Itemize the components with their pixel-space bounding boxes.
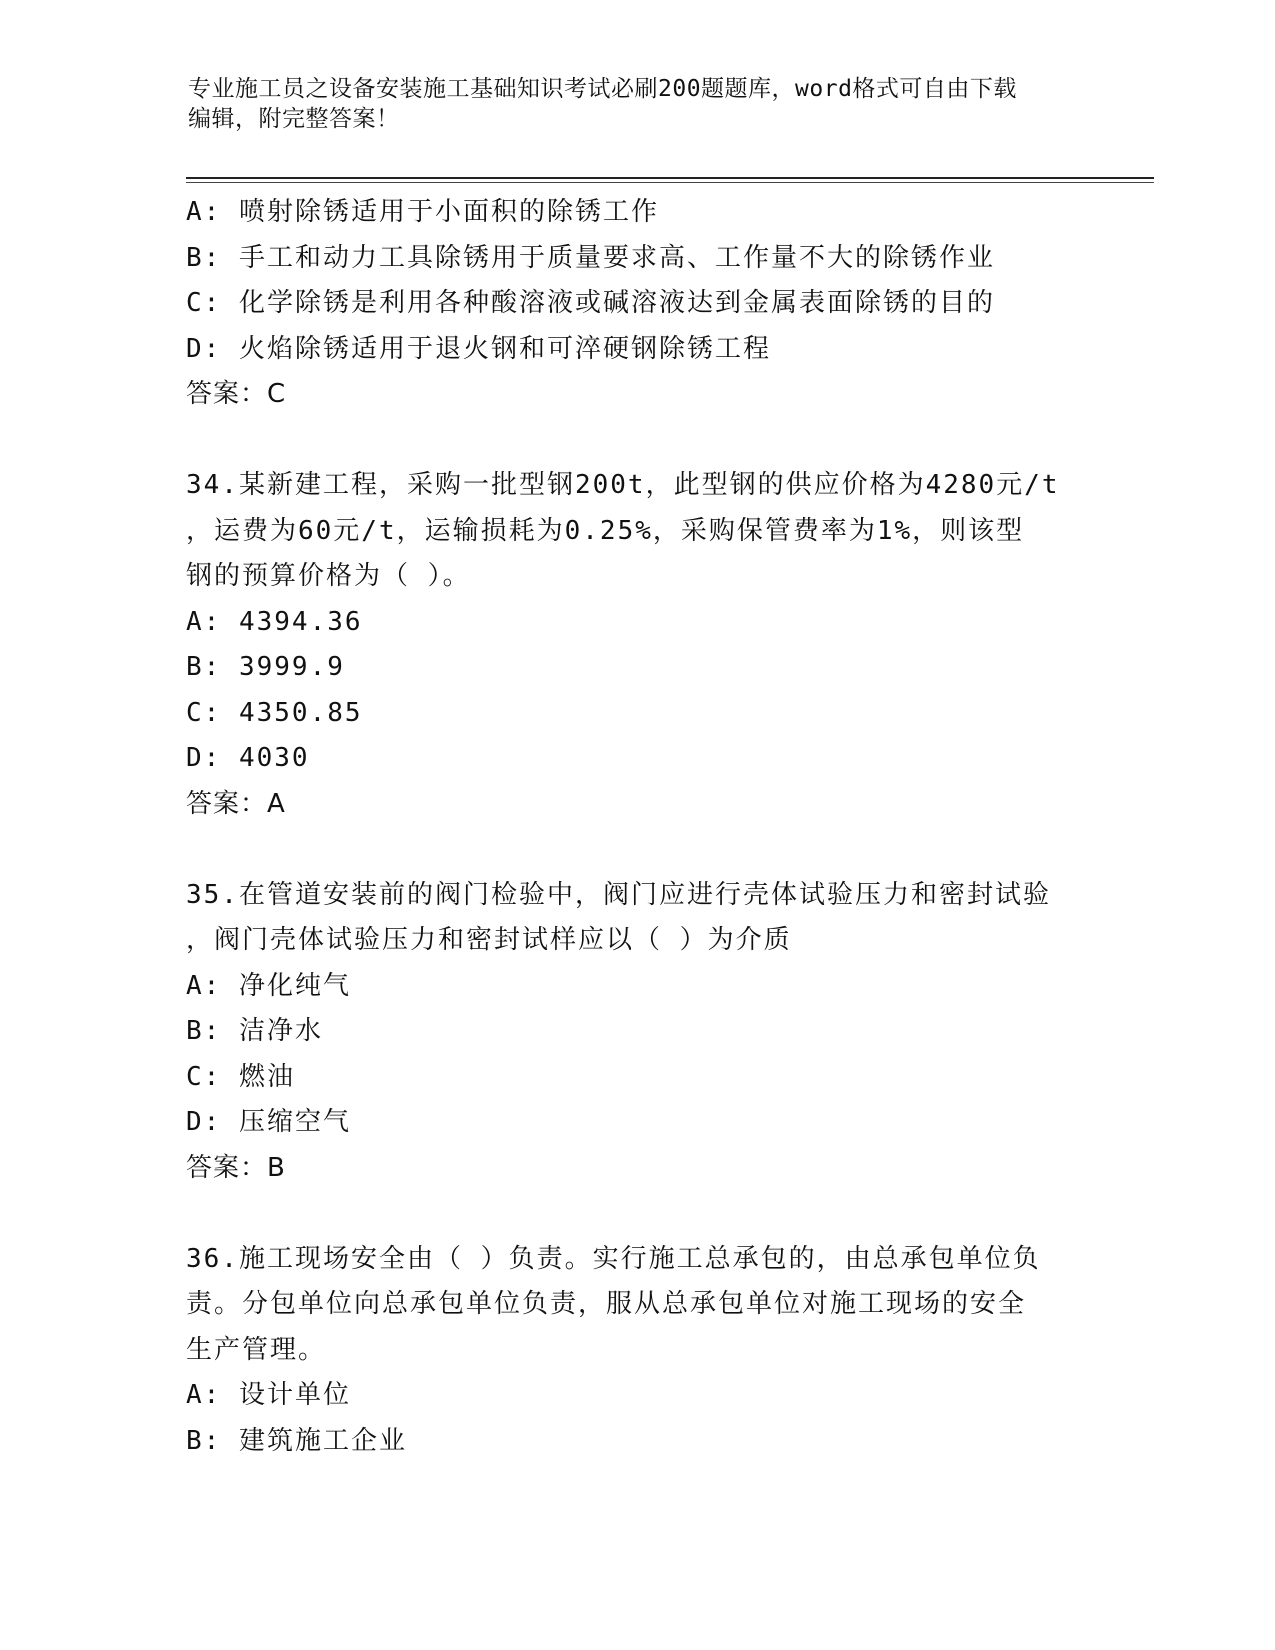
question-stem-line: ，运费为60元/t，运输损耗为0.25%，采购保管费率为1%，则该型 bbox=[186, 515, 1025, 546]
question-gap bbox=[186, 418, 1086, 464]
option-b: B: 洁净水 bbox=[186, 1016, 323, 1046]
option-d: D: 火焰除锈适用于退火钢和可淬硬钢除锈工程 bbox=[186, 333, 771, 364]
header-divider-thick bbox=[186, 177, 1154, 179]
option-d: D: 压缩空气 bbox=[186, 1107, 351, 1137]
question-stem-line: ，阀门壳体试验压力和密封试样应以（ ）为介质 bbox=[186, 925, 792, 955]
option-a: A: 净化纯气 bbox=[186, 970, 351, 1001]
question-33 bbox=[186, 190, 1086, 418]
header-line-2: 编辑，附完整答案！ bbox=[188, 106, 400, 132]
question-stem-line: 34.某新建工程，采购一批型钢200t，此型钢的供应价格为4280元/t bbox=[186, 470, 1060, 500]
answer: 答案：A bbox=[186, 788, 286, 819]
answer: 答案：B bbox=[186, 1152, 286, 1183]
header-divider-thin bbox=[186, 182, 1154, 183]
option-b: B: 手工和动力工具除锈用于质量要求高、工作量不大的除锈作业 bbox=[186, 242, 995, 273]
question-stem-line: 生产管理。 bbox=[186, 1334, 327, 1365]
option-d: D: 4030 bbox=[186, 743, 310, 773]
option-a: A: 设计单位 bbox=[186, 1380, 351, 1410]
question-gap bbox=[186, 1191, 1086, 1237]
document-body bbox=[186, 190, 1086, 1464]
question-35 bbox=[186, 873, 1086, 1192]
option-c: C: 4350.85 bbox=[186, 697, 363, 728]
option-b: B: 建筑施工企业 bbox=[186, 1425, 407, 1456]
option-c: C: 化学除锈是利用各种酸溶液或碱溶液达到金属表面除锈的目的 bbox=[186, 288, 995, 318]
option-a: A: 喷射除锈适用于小面积的除锈工作 bbox=[186, 197, 659, 227]
option-a: A: 4394.36 bbox=[186, 606, 363, 637]
question-36 bbox=[186, 1237, 1086, 1465]
question-stem-line: 钢的预算价格为（ ）。 bbox=[186, 561, 471, 591]
question-gap bbox=[186, 827, 1086, 873]
question-stem-line: 35.在管道安装前的阀门检验中，阀门应进行壳体试验压力和密封试验 bbox=[186, 879, 1051, 910]
header-line-1: 专业施工员之设备安装施工基础知识考试必刷200题题库，word格式可自由下载 bbox=[188, 76, 1017, 102]
question-stem-line: 36.施工现场安全由（ ）负责。实行施工总承包的，由总承包单位负 bbox=[186, 1243, 1041, 1274]
page-header bbox=[188, 74, 1068, 134]
option-c: C: 燃油 bbox=[186, 1061, 295, 1092]
question-stem-line: 责。分包单位向总承包单位负责，服从总承包单位对施工现场的安全 bbox=[186, 1289, 1027, 1319]
option-b: B: 3999.9 bbox=[186, 652, 345, 682]
question-34 bbox=[186, 463, 1086, 827]
answer: 答案：C bbox=[186, 379, 287, 409]
